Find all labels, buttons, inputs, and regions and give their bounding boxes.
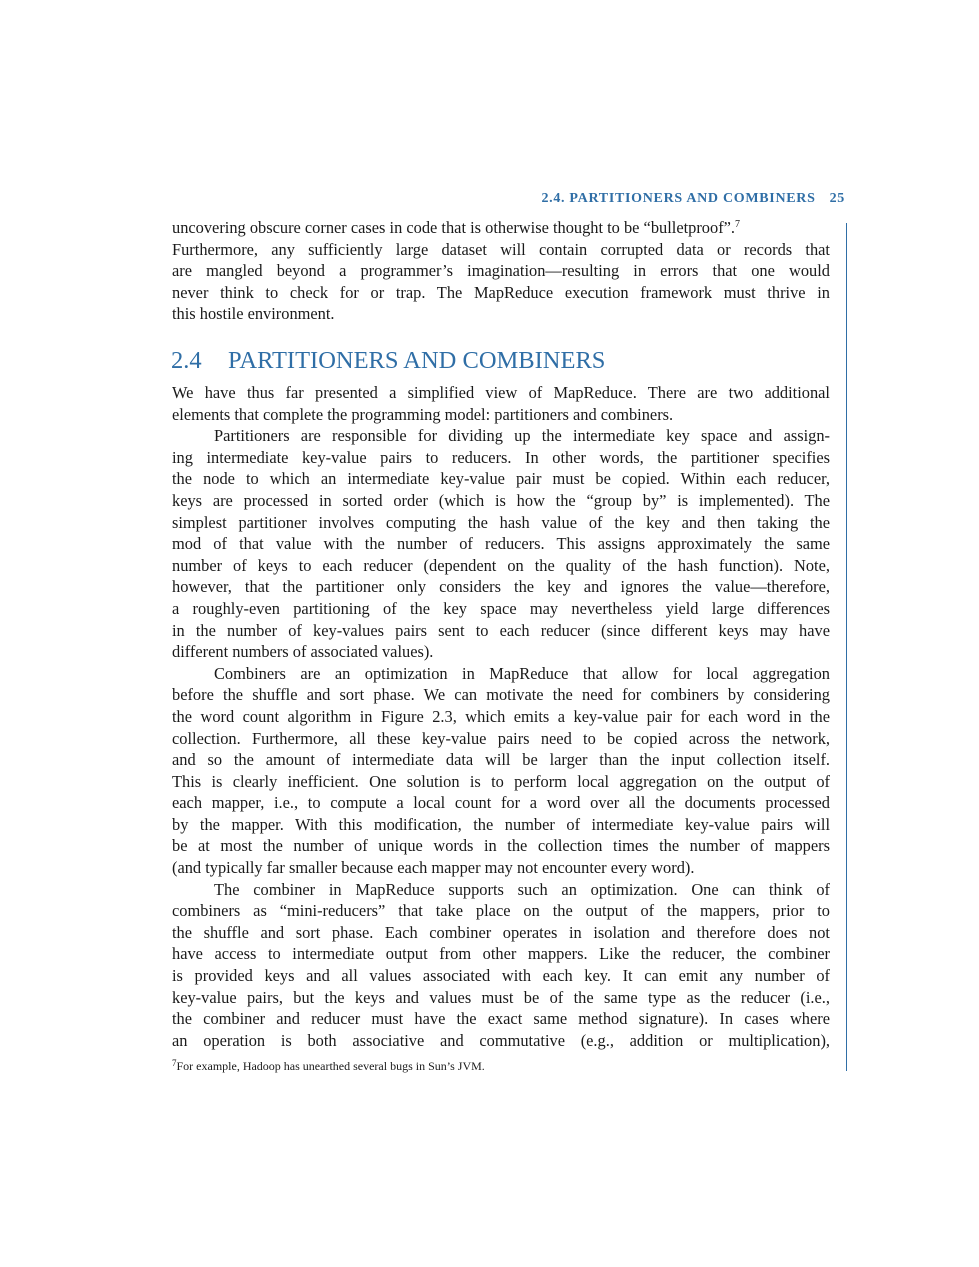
footnote-text: For example, Hadoop has unearthed several bugs in Sun’s JVM. [176,1059,485,1073]
text-line: We have thus far presented a simplified view of MapReduce. There are two additional [172,383,830,402]
text-line: by the mapper. With this modification, the number of intermediate key-value pairs will [172,814,830,834]
text-line: number of keys to each reducer (dependent on the quality of the hash function). Note, [172,555,830,575]
section-title: PARTITIONERS AND COMBINERS [228,347,606,374]
intro-paragraph [172,217,830,325]
text-line: mod of that value with the number of reducers. This assigns approximately the same [172,534,830,554]
section-heading [171,347,605,375]
text-line: combiners as “mini-reducers” that take place on the output of the mappers, prior to [172,901,830,921]
text-line: are mangled beyond a programmer’s imagination—resulting in errors that one would [172,261,830,281]
text-line: key-value pairs, but the keys and values must be of the same type as the reducer (i.e., [172,987,830,1007]
text-line: (and typically far smaller because each mapper may not encounter every word). [172,858,695,878]
margin-rule [846,223,847,1071]
text-line: Furthermore, any sufficiently large dataset will contain corrupted data or records that [172,239,830,259]
text-line: different numbers of associated values). [172,642,434,662]
text-line: simplest partitioner involves computing the hash value of the key and then taking the [172,512,830,532]
text-line: elements that complete the programming model: partitioners and combiners. [172,404,674,424]
text-line: have access to intermediate output from other mappers. Like the reducer, the combiner [172,944,830,964]
section-number: 2.4 [171,347,202,374]
text-line: each mapper, i.e., to compute a local count for a word over all the documents processed [172,793,830,813]
text-line: be at most the number of unique words in the collection times the number of mappers [172,836,830,856]
text-line: in the number of key-values pairs sent to each reducer (since different keys may have [172,620,830,640]
text-line: Partitioners are responsible for dividing up the intermediate key space and assign- [214,426,830,446]
text-line: The combiner in MapReduce supports such an optimization. One can think of [214,879,830,899]
footnote [172,1059,485,1074]
text-line: this hostile environment. [172,304,335,324]
text-line: ing intermediate key-value pairs to reducers. In other words, the partitioner specifies [172,447,830,467]
text-line: collection. Furthermore, all these key-value pairs need to be copied across the network, [172,728,830,748]
text-line: a roughly-even partitioning of the key space may nevertheless yield large differences [172,598,830,618]
text-line: never think to check for or trap. The MapReduce execution framework must thrive in [172,282,830,302]
text-line: the shuffle and sort phase. Each combiner operates in isolation and therefore does not [172,922,830,942]
page-number: 25 [829,191,845,206]
running-head-section: 2.4. PARTITIONERS AND COMBINERS [541,191,816,206]
section-body [172,382,830,1051]
text-line: is provided keys and all values associated with each key. It can emit any number of [172,966,830,986]
text-line: and so the amount of intermediate data will be larger than the input collection itself. [172,750,830,770]
footnote-mark: 7 [172,1058,177,1068]
text-line: keys are processed in sorted order (which is how the “group by” is implemented). The [172,490,830,510]
text-line: however, that the partitioner only considers the key and ignores the value—therefore, [172,577,830,597]
running-head [541,191,845,207]
text-line: before the shuffle and sort phase. We can motivate the need for combiners by considering [172,685,830,705]
text-line: the combiner and reducer must have the exact same method signature). In cases where [172,1009,830,1029]
footnote-reference: 7 [735,219,741,230]
text-line: the node to which an intermediate key-value pair must be copied. Within each reducer, [172,469,830,489]
text-line: the word count algorithm in Figure 2.3, which emits a key-value pair for each word in the [172,706,830,726]
text-line: an operation is both associative and commutative (e.g., addition or multiplication), [172,1030,830,1050]
text-line: This is clearly inefficient. One solution is to perform local aggregation on the output of [172,771,830,791]
text-line: Combiners are an optimization in MapReduce that allow for local aggregation [214,663,830,683]
text-line: uncovering obscure corner cases in code that is otherwise thought to be “bulletproof”.$^7$ [172,218,741,237]
